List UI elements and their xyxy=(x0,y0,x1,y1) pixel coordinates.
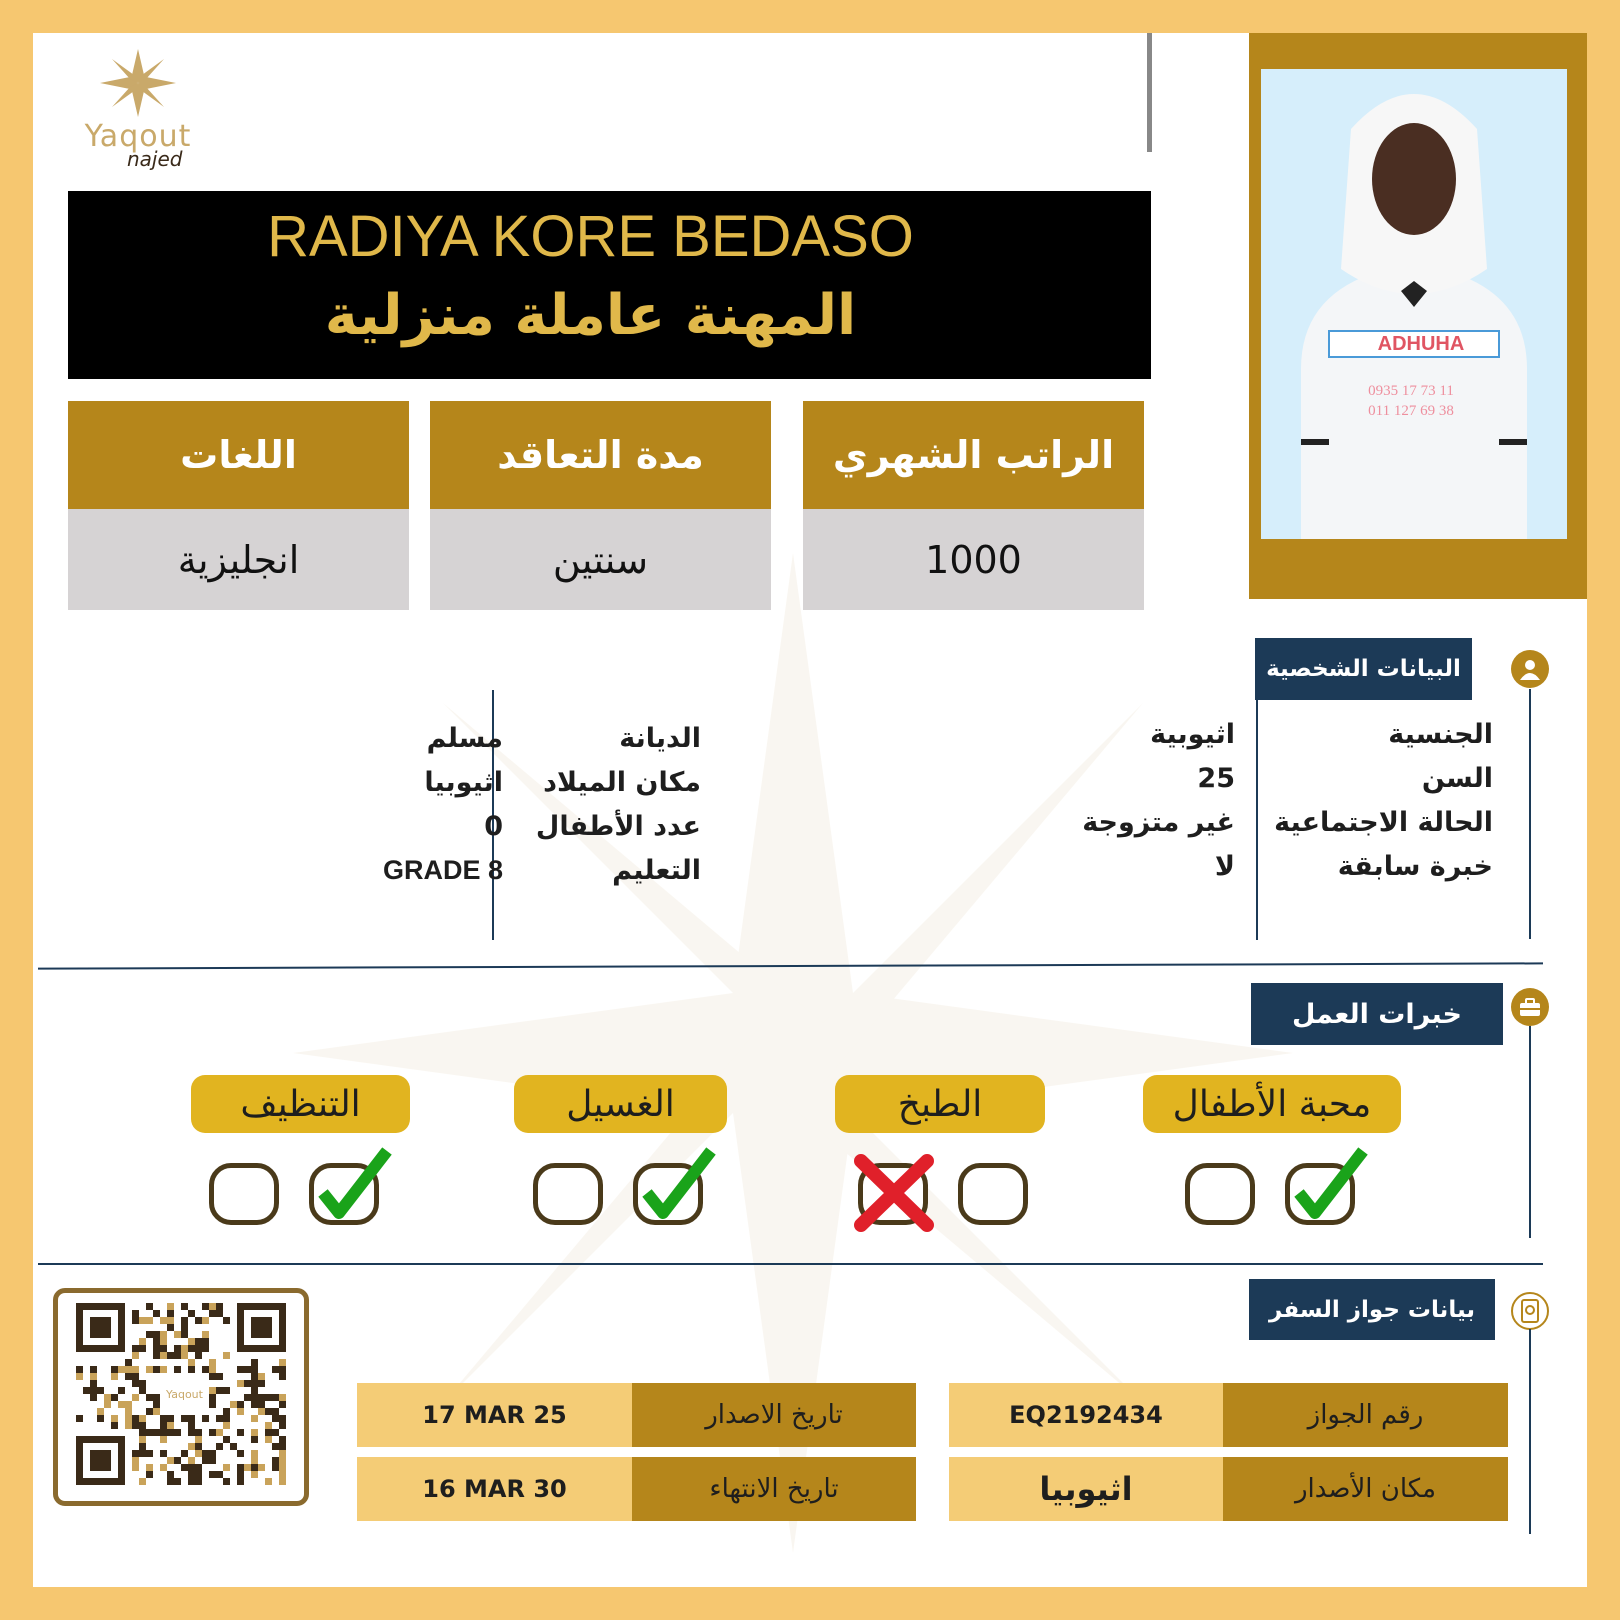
marital-status-label: الحالة الاجتماعية xyxy=(1274,807,1493,838)
nationality-label: الجنسية xyxy=(1388,719,1493,750)
work-experience-header: خبرات العمل xyxy=(1251,983,1503,1045)
section-divider-2 xyxy=(38,1263,1543,1265)
cv-card xyxy=(33,33,1587,1587)
childcare-no-checkbox[interactable] xyxy=(1185,1163,1255,1225)
languages-box xyxy=(68,401,409,610)
person-icon xyxy=(1511,650,1549,688)
monthly-salary-value: 1000 xyxy=(803,509,1144,610)
top-divider xyxy=(1147,33,1152,152)
issue-place-label: مكان الأصدار xyxy=(1223,1457,1508,1521)
expiry-date-label: تاريخ الانتهاء xyxy=(632,1457,916,1521)
monthly-salary-label: الراتب الشهري xyxy=(803,401,1144,509)
cooking-yes-checkbox[interactable] xyxy=(958,1163,1028,1225)
passport-number-value: EQ2192434 xyxy=(949,1383,1223,1447)
education-value: GRADE 8 xyxy=(382,855,503,885)
photo-shirt-text: ADHUHA xyxy=(1377,333,1465,355)
qr-center-logo: Yaqout xyxy=(166,1388,203,1402)
skill-cooking: الطبخ xyxy=(835,1075,1045,1133)
job-title: المهنة عاملة منزلية xyxy=(324,283,857,348)
cleaning-check-icon xyxy=(309,1141,399,1221)
experience-timeline xyxy=(1529,1026,1531,1238)
logo-subtitle: najed xyxy=(127,147,183,171)
skill-cleaning: التنظيف xyxy=(191,1075,410,1133)
childcare-check-icon xyxy=(1285,1141,1375,1221)
photo-phone-1: 0935 17 73 11 xyxy=(1368,383,1454,399)
passport-number-label: رقم الجواز xyxy=(1223,1383,1508,1447)
laundry-no-checkbox[interactable] xyxy=(533,1163,603,1225)
prior-experience-value: لا xyxy=(1214,851,1235,882)
languages-label: اللغات xyxy=(68,401,409,509)
expiry-date-value: 16 MAR 30 xyxy=(357,1457,632,1521)
yaqout-logo xyxy=(63,41,213,171)
name-banner xyxy=(68,191,1151,379)
qr-code-pattern xyxy=(58,1293,304,1501)
nationality-value: اثيوبية xyxy=(1150,719,1235,750)
skill-childcare: محبة الأطفال xyxy=(1143,1075,1401,1133)
contract-duration-value: سنتين xyxy=(430,509,771,610)
skill-laundry: الغسيل xyxy=(514,1075,727,1133)
religion-label: الديانة xyxy=(619,723,701,754)
issue-place-value: اثيوبيا xyxy=(949,1457,1223,1521)
issue-date-label: تاريخ الاصدار xyxy=(632,1383,916,1447)
birthplace-value: اثيوبيا xyxy=(424,767,503,798)
birthplace-label: مكان الميلاد xyxy=(543,767,701,798)
age-value: 25 xyxy=(1197,763,1235,794)
children-count-label: عدد الأطفال xyxy=(535,811,701,842)
contract-duration-box xyxy=(430,401,771,610)
photo-frame xyxy=(1249,33,1587,599)
prior-experience-label: خبرة سابقة xyxy=(1337,851,1493,882)
laundry-check-icon xyxy=(633,1141,723,1221)
contract-duration-label: مدة التعاقد xyxy=(430,401,771,509)
education-label: التعليم xyxy=(612,855,701,886)
worker-name: RADIYA KORE BEDASO xyxy=(267,204,914,269)
worker-photo xyxy=(1261,69,1567,539)
passport-data-header: بيانات جواز السفر xyxy=(1249,1279,1495,1340)
personal-data-header: البيانات الشخصية xyxy=(1255,638,1472,700)
passport-timeline xyxy=(1529,1329,1531,1534)
monthly-salary-box xyxy=(803,401,1144,610)
worker-portrait-illustration xyxy=(1261,69,1567,539)
logo-wordmark: Yaqout xyxy=(84,119,192,154)
flower-logo-icon xyxy=(63,41,213,121)
issue-date-value: 17 MAR 25 xyxy=(357,1383,632,1447)
cleaning-no-checkbox[interactable] xyxy=(209,1163,279,1225)
briefcase-icon xyxy=(1511,988,1549,1026)
languages-value: انجليزية xyxy=(68,509,409,610)
cooking-cross-icon xyxy=(851,1153,937,1233)
passport-icon xyxy=(1511,1292,1549,1330)
age-label: السن xyxy=(1421,763,1493,794)
religion-value: مسلم xyxy=(426,723,503,754)
personal-timeline xyxy=(1529,689,1531,939)
children-count-value: 0 xyxy=(484,811,503,842)
personal-column-divider-right xyxy=(1256,700,1258,940)
photo-phone-2: 011 127 69 38 xyxy=(1368,403,1454,419)
qr-code[interactable] xyxy=(53,1288,309,1506)
marital-status-value: غير متزوجة xyxy=(1082,807,1235,838)
